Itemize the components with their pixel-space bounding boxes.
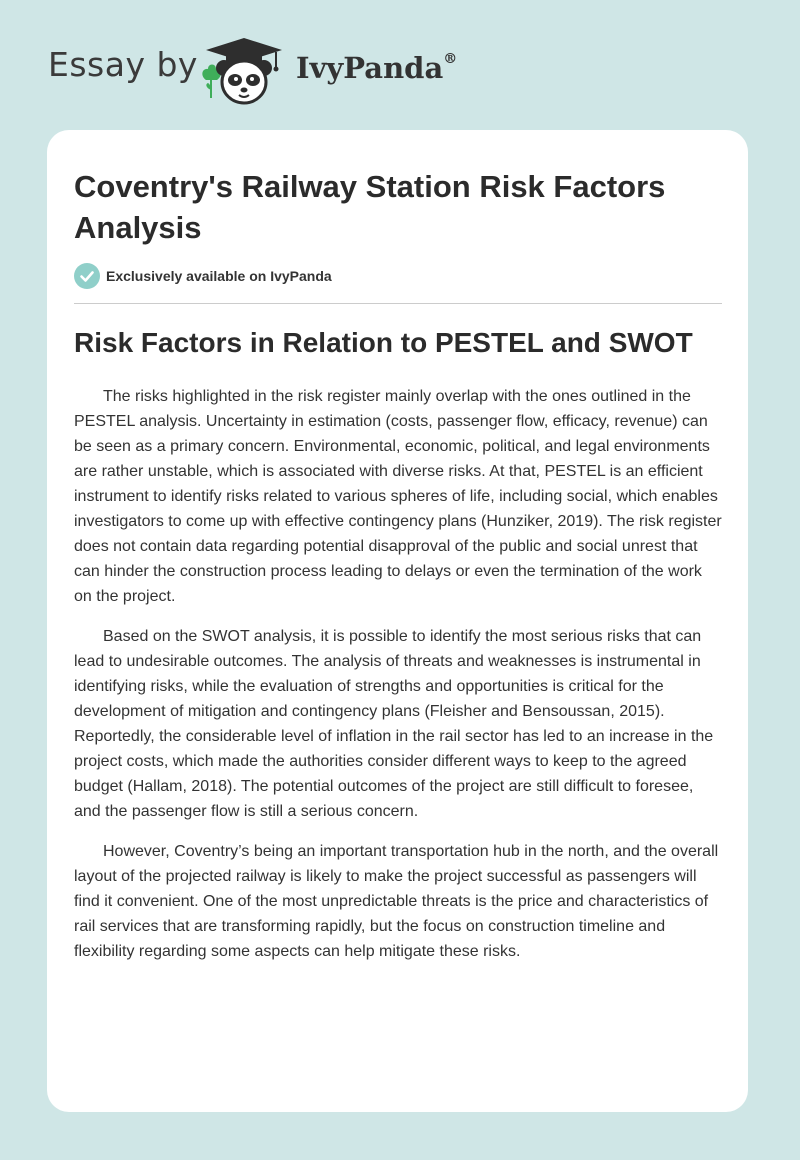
site-header [0,0,800,130]
article-body [74,384,724,979]
paragraph: However, Coventry’s being an important transportation hub in the north, and the overall layout of the projected railway is likely to make the project successful as passengers will find it convenient. One of the most unpredictable threats is the price and characteristics of rail services that are transforming rapidly, but the focus on construction timeline and flexibility regarding some aspects can help mitigate these risks. [74,843,719,960]
ivypanda-logo-icon[interactable] [198,36,290,108]
essay-by-label: Essay by [48,45,198,84]
page-title: Coventry's Railway Station Risk Factors Analysis [74,169,666,245]
brand-name[interactable]: IvyPanda® [296,51,458,85]
registered-mark: ® [443,51,458,67]
check-circle-icon [74,263,100,289]
exclusive-badge [74,263,332,289]
exclusive-label: Exclusively available on IvyPanda [106,268,332,284]
paragraph: Based on the SWOT analysis, it is possible to identify the most serious risks that can lead to undesirable outcomes. The analysis of threats and weaknesses is instrumental in identifying risks, while the evaluation of strengths and opportunities is critical for the development of mitigation and contingency plans (Fleisher and Bensoussan, 2015). Reportedly, the considerable level of inflation in the rail sector has led to an increase in the project costs, which made the authorities consider different ways to keep to the agreed budget (Hallam, 2018). The potential outcomes of the project are still difficult to foresee, and the passenger flow is still a serious concern. [74,628,714,820]
essay-card [47,130,748,1112]
paragraph: The risks highlighted in the risk register mainly overlap with the ones outlined in the PESTEL analysis. Uncertainty in estimation (costs, passenger flow, efficacy, revenue) can be seen as a primary concern. Environmental, economic, political, and legal environments are rather unstable, which is associated with diverse risks. At that, PESTEL is an efficient instrument to identify risks related to various spheres of life, including social, which enables investigators to come up with effective contingency plans (Hunziker, 2019). The risk register does not contain data regarding potential disapproval of the public and social unrest that can hinder the construction process leading to delays or even the termination of the work on the project. [74,388,722,605]
divider [74,303,722,304]
section-heading: Risk Factors in Relation to PESTEL and SWOT [74,327,693,358]
